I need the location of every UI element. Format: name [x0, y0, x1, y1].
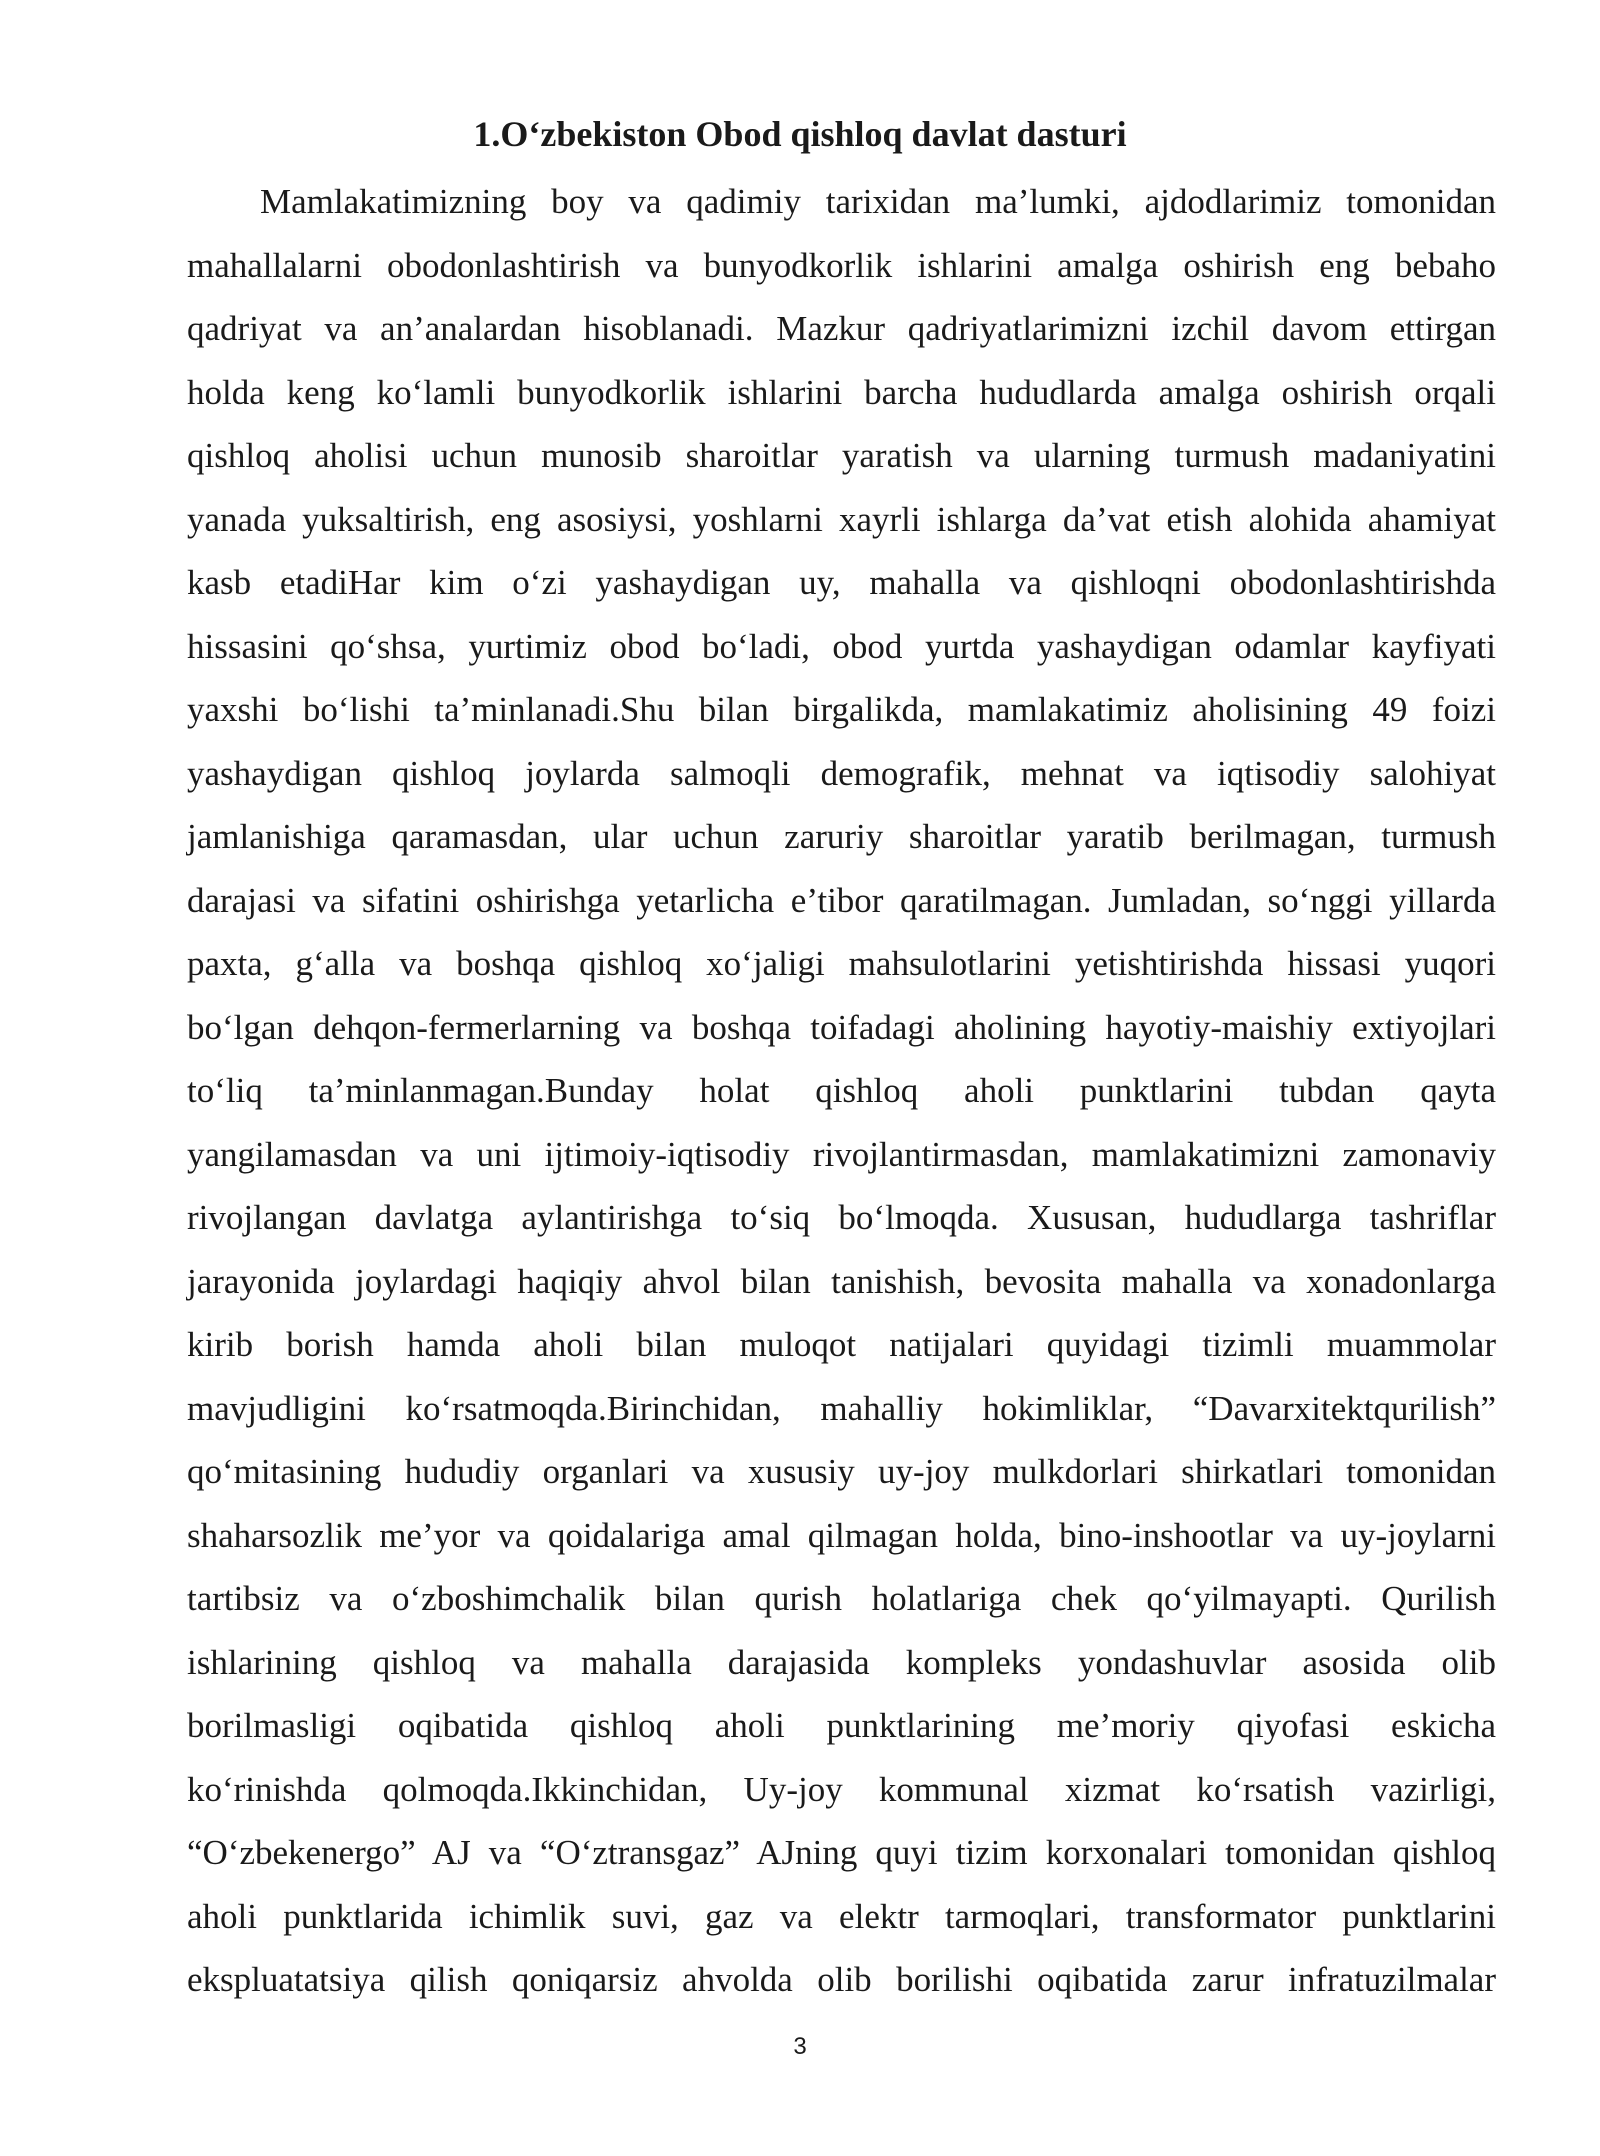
paragraph-line: kasb etadiHar kim o‘zi yashaydigan uy, mahalla va qishloqni obodonlashtirishda [187, 563, 1496, 602]
paragraph-line: yanada yuksaltirish, eng asosiysi, yoshlarni xayrli ishlarga da’vat etish alohida ahamiyat [187, 499, 1496, 539]
paragraph-line: ishlarining qishloq va mahalla darajasida kompleks yondashuvlar asosida olib [187, 1642, 1496, 1682]
paragraph-line: borilmasligi oqibatida qishloq aholi punktlarining me’moriy qiyofasi eskicha [187, 1706, 1496, 1745]
paragraph-line: to‘liq ta’minlanmagan.Bunday holat qishloq aholi punktlarini tubdan qayta [187, 1071, 1496, 1110]
body-paragraph [187, 170, 1496, 2012]
paragraph-line: ekspluatatsiya qilish qoniqarsiz ahvolda olib borilishi oqibatida zarur infratuzilmalar [187, 1960, 1496, 1999]
paragraph-line: jamlanishiga qaramasdan, ular uchun zaruriy sharoitlar yaratib berilmagan, turmush [187, 817, 1496, 856]
page-number: 3 [793, 2033, 807, 2060]
paragraph-line: aholi punktlarida ichimlik suvi, gaz va elektr tarmoqlari, transformator punktlarini [187, 1896, 1496, 1936]
paragraph-line: mahallalarni obodonlashtirish va bunyodkorlik ishlarini amalga oshirish eng bebaho [187, 245, 1496, 285]
paragraph-line: “O‘zbekenergo” AJ va “O‘ztransgaz” AJning quyi tizim korxonalari tomonidan qishloq [187, 1833, 1496, 1872]
paragraph-line: bo‘lgan dehqon-fermerlarning va boshqa toifadagi aholining hayotiy-maishiy extiyojlari [187, 1007, 1496, 1047]
paragraph-line: yashaydigan qishloq joylarda salmoqli demografik, mehnat va iqtisodiy salohiyat [187, 753, 1496, 793]
paragraph-line: tartibsiz va o‘zboshimchalik bilan qurish holatlariga chek qo‘yilmayapti. Qurilish [187, 1579, 1496, 1618]
paragraph-line: hissasini qo‘shsa, yurtimiz obod bo‘ladi, obod yurtda yashaydigan odamlar kayfiyati [187, 626, 1496, 666]
section-title: 1.O‘zbekiston Obod qishloq davlat dasturi [473, 114, 1127, 154]
paragraph-line: kirib borish hamda aholi bilan muloqot natijalari quyidagi tizimli muammolar [187, 1325, 1496, 1364]
paragraph-line: qishloq aholisi uchun munosib sharoitlar yaratish va ularning turmush madaniyatini [187, 436, 1496, 475]
paragraph-line: rivojlangan davlatga aylantirishga to‘siq bo‘lmoqda. Xususan, hududlarga tashriflar [187, 1198, 1496, 1237]
paragraph-line: yaxshi bo‘lishi ta’minlanadi.Shu bilan birgalikda, mamlakatimiz aholisining 49 foizi [187, 690, 1496, 729]
paragraph-line: holda keng ko‘lamli bunyodkorlik ishlarini barcha hududlarda amalga oshirish orqali [187, 372, 1496, 412]
paragraph-line: jarayonida joylardagi haqiqiy ahvol bilan tanishish, bevosita mahalla va xonadonlarga [187, 1261, 1496, 1301]
paragraph-line: mavjudligini ko‘rsatmoqda.Birinchidan, mahalliy hokimliklar, “Davarxitektqurilish” [187, 1388, 1496, 1428]
paragraph-line: Mamlakatimizning boy va qadimiy tarixidan ma’lumki, ajdodlarimiz tomonidan [260, 182, 1496, 221]
paragraph-line: qadriyat va an’analardan hisoblanadi. Mazkur qadriyatlarimizni izchil davom ettirgan [187, 309, 1496, 348]
paragraph-line: yangilamasdan va uni ijtimoiy-iqtisodiy rivojlantirmasdan, mamlakatimizni zamonaviy [187, 1134, 1496, 1174]
paragraph-line: shaharsozlik me’yor va qoidalariga amal qilmagan holda, bino-inshootlar va uy-joylarni [187, 1515, 1496, 1555]
paragraph-line: ko‘rinishda qolmoqda.Ikkinchidan, Uy-joy kommunal xizmat ko‘rsatish vazirligi, [187, 1769, 1496, 1809]
paragraph-line: qo‘mitasining hududiy organlari va xususiy uy-joy mulkdorlari shirkatlari tomonidan [187, 1452, 1496, 1491]
paragraph-line: paxta, g‘alla va boshqa qishloq xo‘jaligi mahsulotlarini yetishtirishda hissasi yuqori [187, 944, 1496, 983]
paragraph-line: darajasi va sifatini oshirishga yetarlicha e’tibor qaratilmagan. Jumladan, so‘nggi yillarda [187, 880, 1496, 920]
